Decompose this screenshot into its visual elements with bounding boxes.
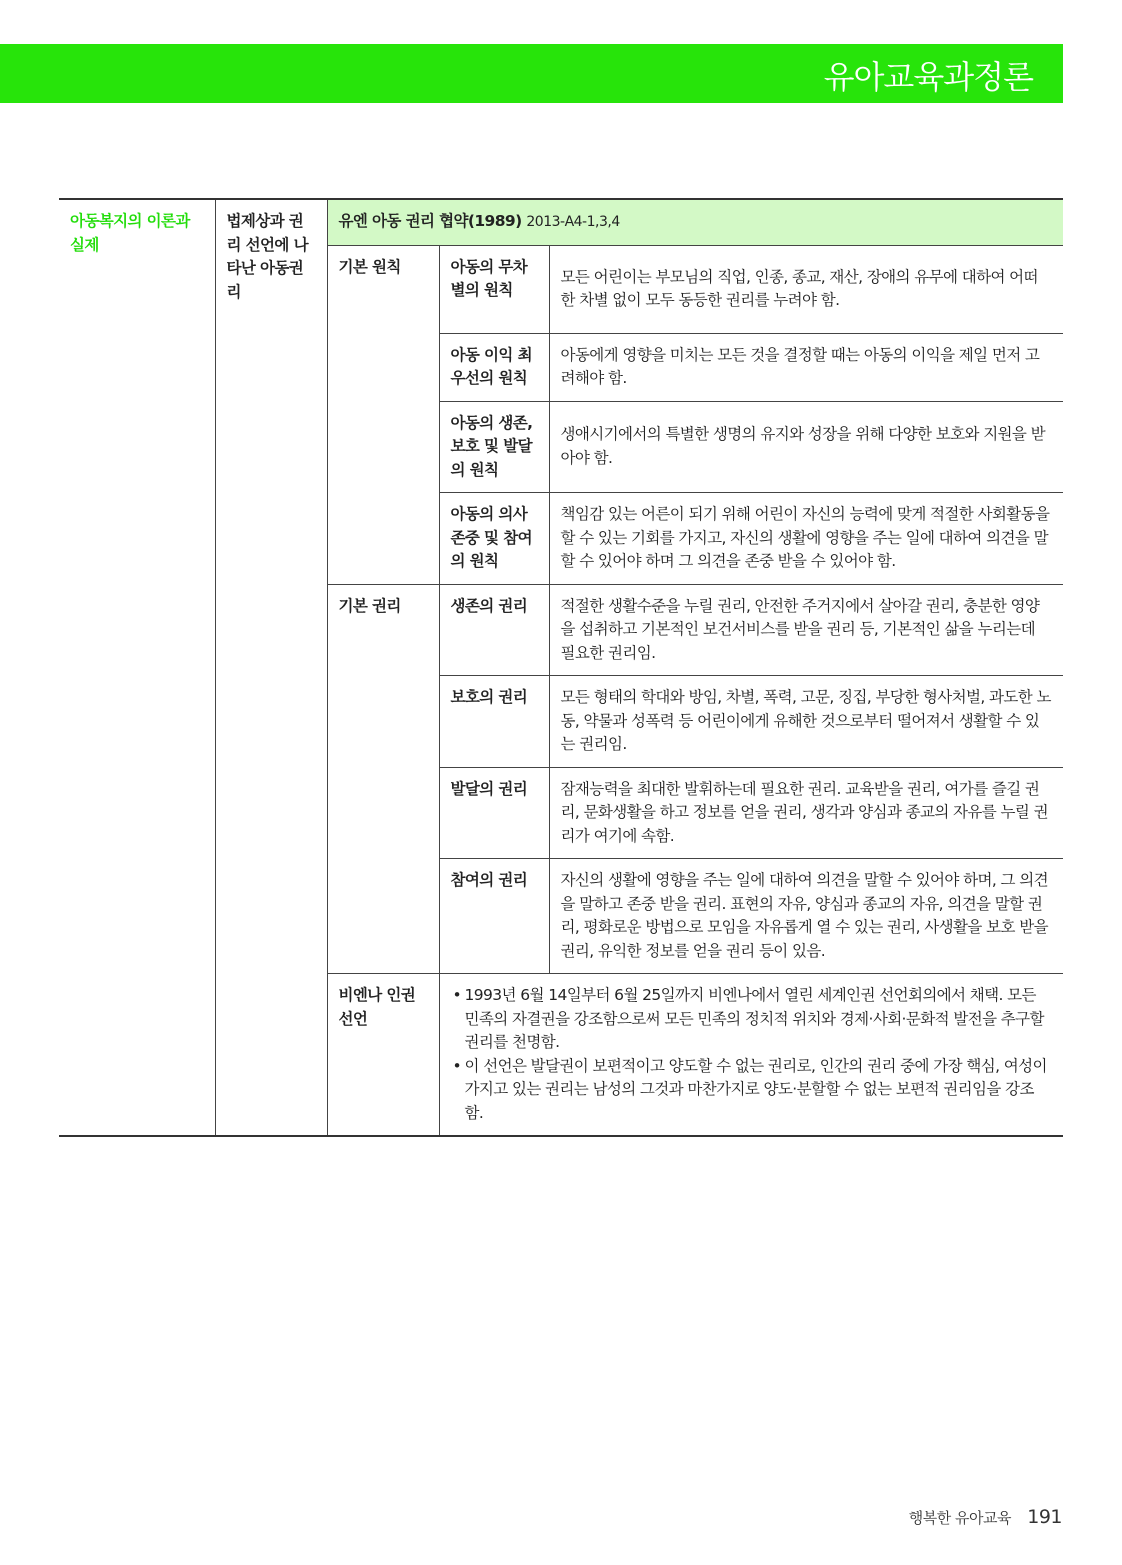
right-name: 발달의 권리 (439, 767, 549, 859)
rights-group: 기본 권리 (327, 584, 439, 974)
treaty-title: 유엔 아동 권리 협약(1989) (338, 212, 522, 230)
vienna-desc (439, 974, 1063, 1137)
treaty-header (327, 199, 1063, 245)
child-rights-table (59, 198, 1063, 1137)
footer-text: 행복한 유아교육 (908, 1509, 1011, 1527)
page-title: 유아교육과정론 (823, 58, 1033, 96)
vienna-title: 비엔나 인권선언 (327, 974, 439, 1137)
principle-name: 아동의 의사존중 및 참여의 원칙 (439, 493, 549, 585)
principle-desc: 아동에게 영향을 미치는 모든 것을 결정할 때는 아동의 이익을 제일 먼저 고려해야 함. (549, 333, 1063, 401)
page-footer (909, 1506, 1062, 1528)
principle-desc: 생애시기에서의 특별한 생명의 유지와 성장을 위해 다양한 보호와 지원을 받아야 함. (549, 401, 1063, 493)
right-name: 참여의 권리 (439, 859, 549, 974)
principle-desc: 모든 어린이는 부모님의 직업, 인종, 종교, 재산, 장애의 유무에 대하여 어떠한 차별 없이 모두 동등한 권리를 누려야 함. (549, 245, 1063, 333)
right-name: 생존의 권리 (439, 584, 549, 676)
right-desc: 자신의 생활에 영향을 주는 일에 대하여 의견을 말할 수 있어야 하며, 그 의견을 말하고 존중 받을 권리. 표현의 자유, 양심과 종교의 자유, 의견을 말할 권리, 평화로운 방법으로 모임을 자유롭게 열 수 있는 권리, 사생활을 보호 받을 권리, 유익한 정보를 얻을 권리 등이 있음. (549, 859, 1063, 974)
page-number: 191 (1027, 1506, 1062, 1528)
principles-group: 기본 원칙 (327, 245, 439, 584)
right-desc: 잠재능력을 최대한 발휘하는데 필요한 권리. 교육받을 권리, 여가를 즐길 권리, 문화생활을 하고 정보를 얻을 권리, 생각과 양심과 종교의 자유를 누릴 권리가 여기에 속함. (549, 767, 1063, 859)
subcategory-cell: 법제상과 권리 선언에 나타난 아동권리 (215, 199, 327, 1136)
category-cell: 아동복지의 이론과 실제 (59, 199, 215, 1136)
vienna-item: • 1993년 6월 14일부터 6월 25일까지 비엔나에서 열린 세계인권 선언회의에서 채택. 모든 민족의 자결권을 강조함으로써 모든 민족의 정치적 위치와 경제·사회·문화적 발전을 추구할 권리를 천명함. (451, 984, 1053, 1055)
vienna-item: • 이 선언은 발달권이 보편적이고 양도할 수 없는 권리로, 인간의 권리 중에 가장 핵심, 여성이 가지고 있는 권리는 남성의 그것과 마찬가지로 양도·분할할 수 없는 보편적 권리임을 강조함. (451, 1055, 1053, 1126)
header-bar (0, 44, 1063, 103)
right-desc: 모든 형태의 학대와 방임, 차별, 폭력, 고문, 징집, 부당한 형사처벌, 과도한 노동, 약물과 성폭력 등 어린이에게 유해한 것으로부터 떨어져서 생활할 수 있는 권리임. (549, 676, 1063, 768)
principle-desc: 책임감 있는 어른이 되기 위해 어린이 자신의 능력에 맞게 적절한 사회활동을 할 수 있는 기회를 가지고, 자신의 생활에 영향을 주는 일에 대하여 의견을 말할 수 있어야 하며 그 의견을 존중 받을 수 있어야 함. (549, 493, 1063, 585)
principle-name: 아동의 무차별의 원칙 (439, 245, 549, 333)
right-name: 보호의 권리 (439, 676, 549, 768)
principle-name: 아동의 생존, 보호 및 발달의 원칙 (439, 401, 549, 493)
right-desc: 적절한 생활수준을 누릴 권리, 안전한 주거지에서 살아갈 권리, 충분한 영양을 섭취하고 기본적인 보건서비스를 받을 권리 등, 기본적인 삶을 누리는데 필요한 권리임. (549, 584, 1063, 676)
treaty-ref: 2013-A4-1,3,4 (526, 214, 620, 230)
principle-name: 아동 이익 최우선의 원칙 (439, 333, 549, 401)
